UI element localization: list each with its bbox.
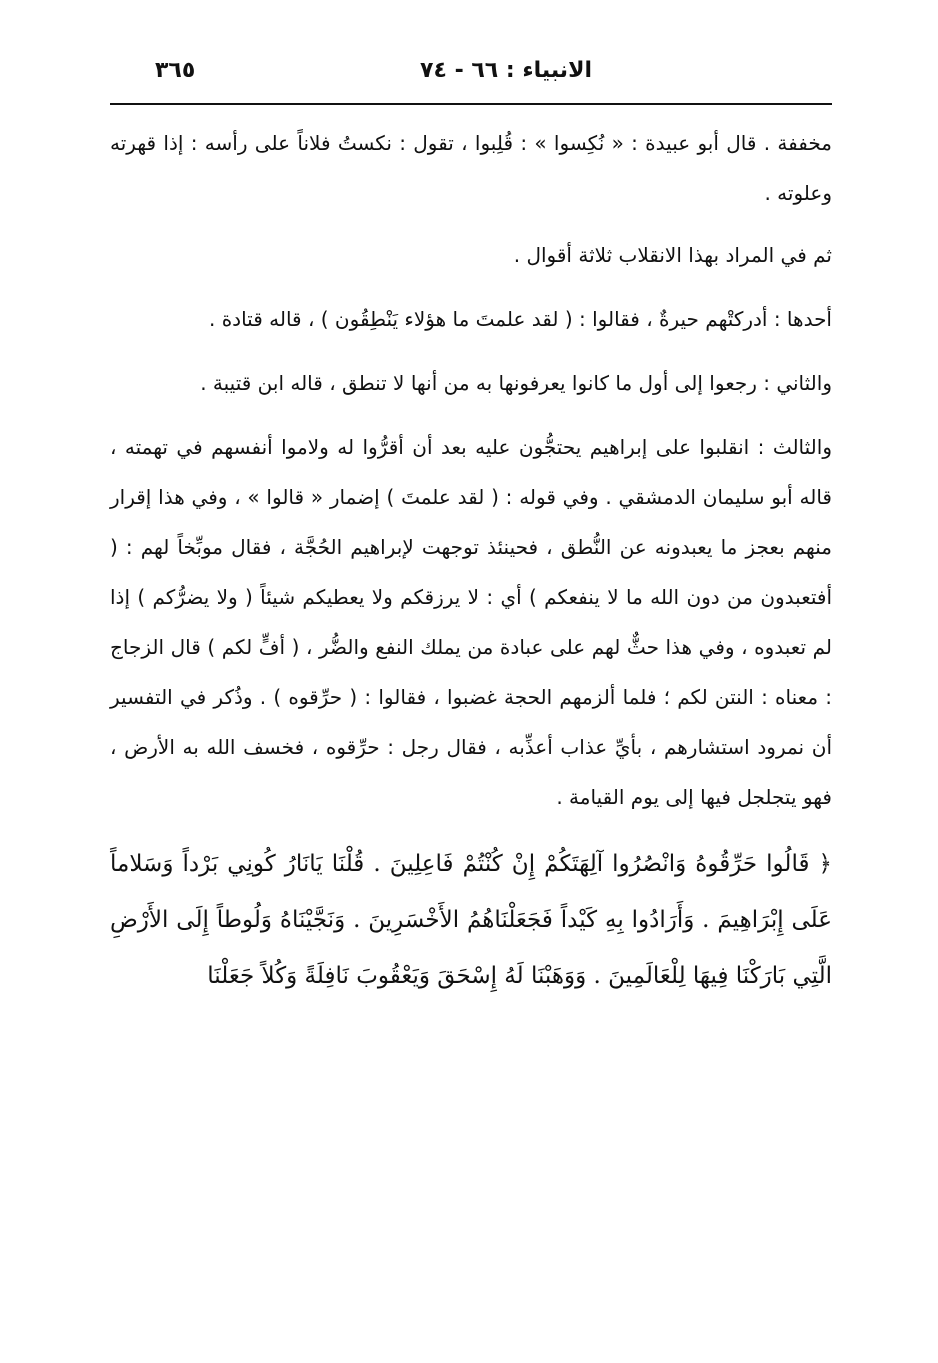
header-rule xyxy=(110,103,832,105)
paragraph-third-saying: والثالث : انقلبوا على إبراهيم يحتجُّون عليه بعد أن أقرُّوا له ولاموا أنفسهم في تهمته ، قاله أبو سليمان الدمشقي . وفي قوله : ( لقد علمتَ ) إضمار « قالوا » ، وفي هذا إقرار منهم بعجز ما يعبدونه عن النُّطق ، فحينئذ توجهت لإبراهيم الحُجَّة ، فقال موبِّخاً لهم : ( أفتعبدون من دون الله ما لا ينفعكم ) أي : لا يرزقكم ولا يعطيكم شيئاً ( ولا يضرُّكم ) إذا لم تعبدوه ، وفي هذا حثٌّ لهم على عبادة من يملك النفع والضُّر ، ( أفٍّ لكم ) قال الزجاج : معناه : النتن لكم ؛ فلما ألزمهم الحجة غضبوا ، فقالوا : ( حرِّقوه ) . وذُكر في التفسير أن نمرود استشارهم ، بأيِّ عذاب أعذِّبه ، فقال رجل : حرِّقوه ، فخسف الله به الأرض ، فهو يتجلجل فيها إلى يوم القيامة . xyxy=(110,435,832,809)
page-header xyxy=(110,58,832,98)
paragraph-first-saying: أحدها : أدركتْهم حيرةٌ ، فقالوا : ( لقد علمتَ ما هؤلاء يَنْطِقُون ) ، قاله قتادة . xyxy=(208,307,832,331)
paragraph-continuation: مخففة . قال أبو عبيدة : « نُكِسوا » : قُلِبوا ، تقول : نكستُ فلاناً على رأسه : إذا قهرته وعلوته . xyxy=(110,131,832,205)
body-text xyxy=(110,118,832,1018)
paragraph-intro: ثم في المراد بهذا الانقلاب ثلاثة أقوال . xyxy=(513,243,832,267)
paragraph-second-saying: والثاني : رجعوا إلى أول ما كانوا يعرفونها به من أنها لا تنطق ، قاله ابن قتيبة . xyxy=(200,371,832,395)
running-title: الانبياء : ٦٦ - ٧٤ xyxy=(420,58,592,83)
page-number: ٣٦٥ xyxy=(155,58,196,83)
quran-verse-block: ﴿ قَالُوا حَرِّقُوهُ وَانْصُرُوا آلِهَتَكُمْ إِنْ كُنْتُمْ فَاعِلِينَ . قُلْنَا يَانَارُ كُونِي بَرْداً وَسَلاماً عَلَى إِبْرَاهِيمَ . وَأَرَادُوا بِهِ كَيْداً فَجَعَلْنَاهُمُ الأَخْسَرِينَ . وَنَجَّيْنَاهُ وَلُوطاً إِلَى الأَرْضِ الَّتِي بَارَكْنَا فِيهَا لِلْعَالَمِينَ . وَوَهَبْنَا لَهُ إِسْحَقَ وَيَعْقُوبَ نَافِلَةً وَكُلاً جَعَلْنَا xyxy=(110,851,832,989)
